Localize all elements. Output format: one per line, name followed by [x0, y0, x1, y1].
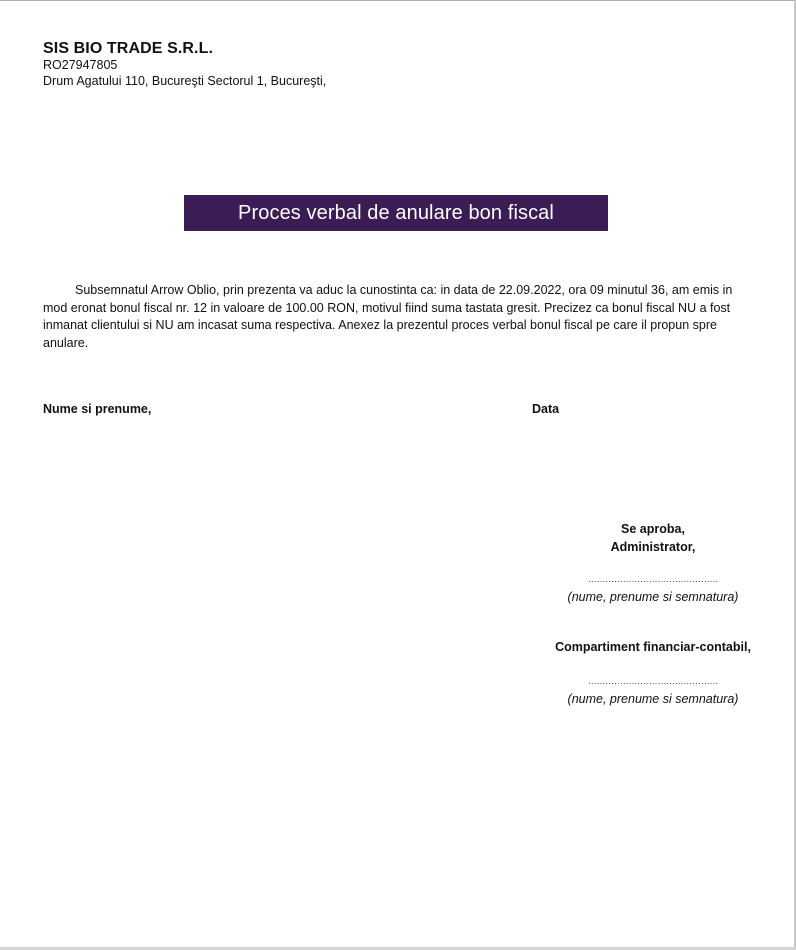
name-label: Nume si prenume, [43, 402, 152, 416]
approval-block [548, 521, 758, 556]
page-top-border [0, 0, 796, 1]
finance-label: Compartiment financiar-contabil, [555, 640, 751, 654]
company-header [43, 39, 326, 89]
document-title [184, 195, 608, 231]
approval-line-2: Administrator, [610, 539, 696, 554]
admin-signature-note: (nume, prenume si semnatura) [567, 590, 739, 604]
company-address: Drum Agatului 110, Bucureşti Sectorul 1, Bucureşti, [43, 73, 327, 88]
company-fiscal-code: RO27947805 [43, 58, 118, 72]
admin-signature-line: ……………………………………… [587, 574, 719, 584]
company-name: SIS BIO TRADE S.R.L. [43, 40, 214, 57]
approval-line-1: Se aproba, [621, 522, 685, 536]
finance-signature-line: ……………………………………… [587, 676, 719, 686]
document-body: Subsemnatul Arrow Oblio, prin prezenta va aduc la cunostinta ca: in data de 22.09.2022, ora 09 minutul 36, am emis in mod eronat bonul fiscal nr. 12 in valoare de 100.00 RON, motivul fiind suma tastata gresit. Precizez ca bonul fiscal NU a fost inmanat clientului si NU am incasat suma respectiva. Anexez la prezentul proces verbal bonul fiscal pe care il propun spre anulare. [43, 283, 733, 350]
date-label: Data [532, 402, 560, 416]
finance-signature-note: (nume, prenume si semnatura) [567, 692, 739, 706]
document-title-text: Proces verbal de anulare bon fiscal [238, 201, 554, 224]
